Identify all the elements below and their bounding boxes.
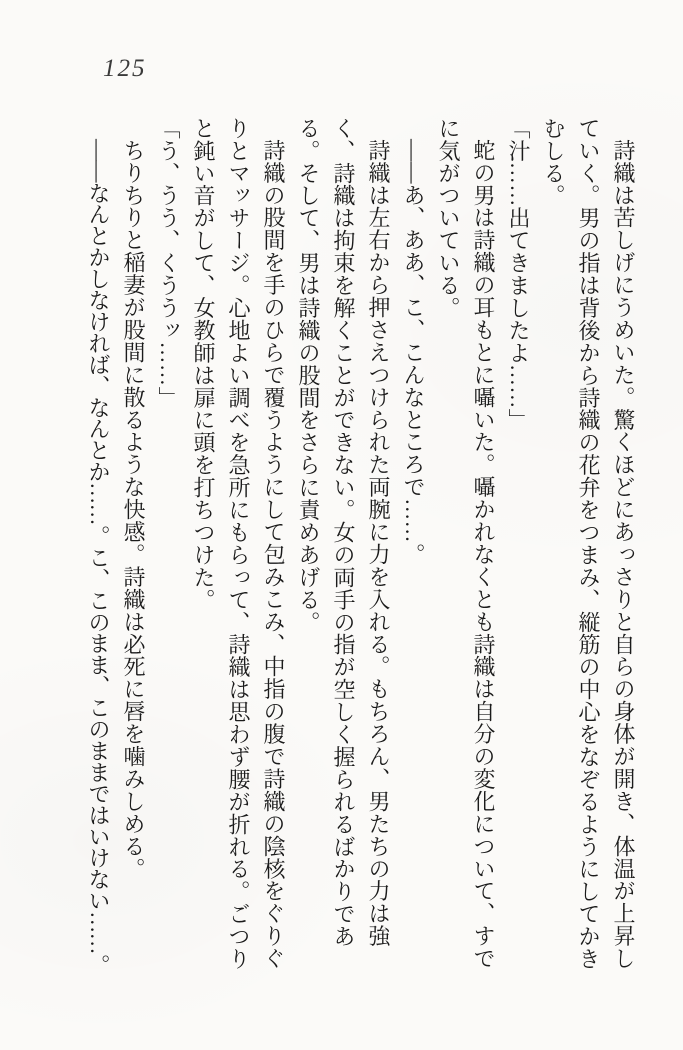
paragraph: 「汁……出てきましたよ……」 xyxy=(506,117,531,432)
body-text xyxy=(79,117,641,979)
paragraph: ――あ、ああ、こ、こんなところで……。 xyxy=(401,139,426,566)
paragraph: 「う、うう、くううッ……」 xyxy=(156,117,181,409)
paragraph: 詩織の股間を手のひらで覆うようにして包みこみ、中指の腹で詩織の陰核をぐりぐりとマッサージ。心地よい調べを急所にもらって、詩織は思わず腰が折れる。ごつりと鈍い音がして、女教師は扉に頭を打ちつけた。 xyxy=(191,117,286,971)
page-number: 125 xyxy=(103,55,147,82)
paragraph: ちりちりと稲妻が股間に散るような快感。詩織は必死に唇を噛みしめる。 xyxy=(121,139,146,880)
paragraph: 詩織は苦しげにうめいた。驚くほどにあっさりと自らの身体が開き、体温が上昇していく。男の指は背後から詩織の花弁をつまみ、縦筋の中心をなぞるようにしてかきむしる。 xyxy=(541,117,636,971)
paragraph: 詩織は左右から押さえつけられた両腕に力を入れる。もちろん、男たちの力は強く、詩織は拘束を解くことができない。女の両手の指が空しく握られるばかりである。そして、男は詩織の股間をさらに責めあげる。 xyxy=(296,117,391,948)
paragraph: 蛇の男は詩織の耳もとに囁いた。囁かれなくとも詩織は自分の変化について、すでに気がついている。 xyxy=(436,117,496,970)
paragraph: ――なんとかしなければ、なんとか……。こ、このまま、このままではいけない……。 xyxy=(86,139,111,976)
